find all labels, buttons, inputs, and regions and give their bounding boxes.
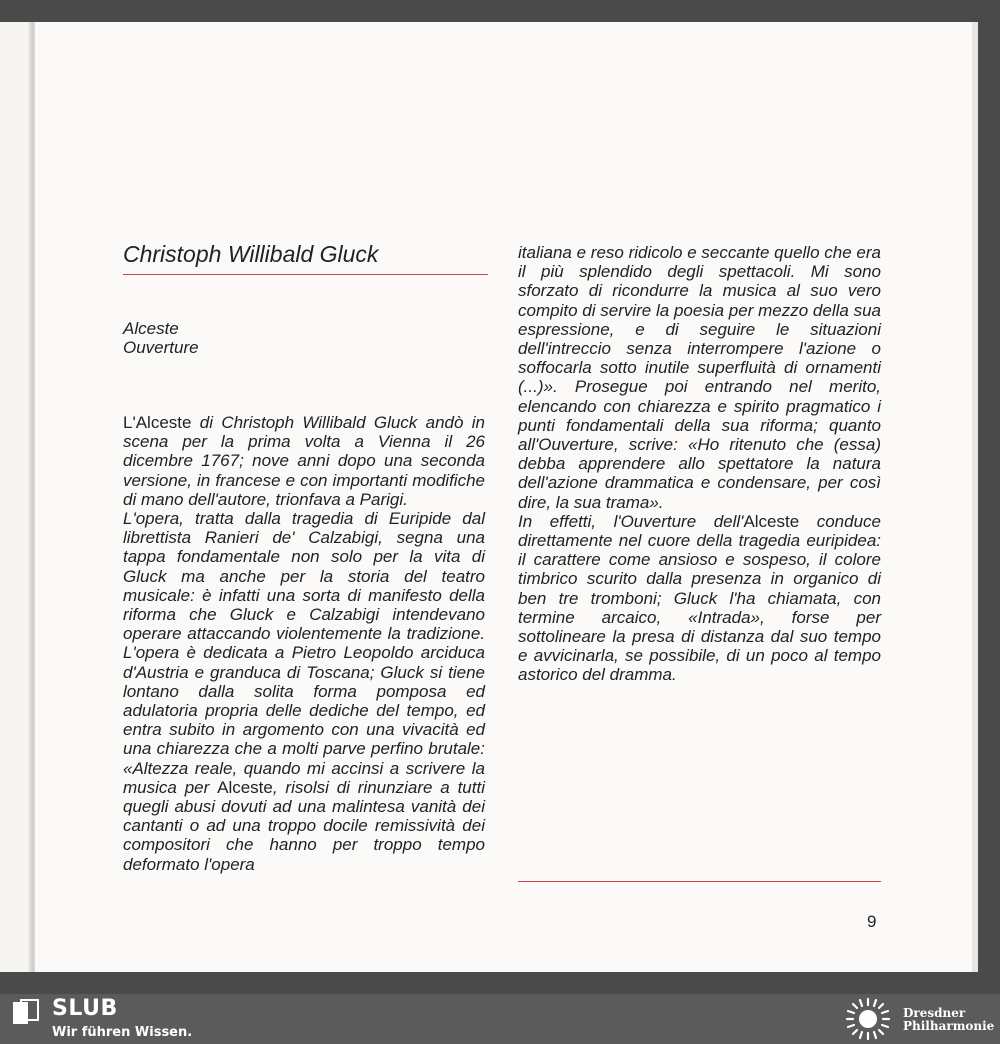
work-title-inline: Alceste — [743, 511, 800, 531]
philharmonie-sunburst-icon — [842, 996, 894, 1042]
partner-logo-text[interactable] — [903, 1007, 994, 1033]
subtitle-movement: Ouverture — [123, 338, 199, 357]
page-edge-right — [972, 22, 978, 972]
paragraph-text: , risolsi di rinunziare a tutti quegli abusi dovuti ad una malintesa vanità dei cantanti o ad una troppo docile remissività dei compositori che hanno per troppo tempo deformato l'opera — [123, 777, 485, 874]
book-icon — [12, 999, 40, 1025]
paragraph-text: di Christoph Willibald Gluck andò in scena per la prima volta a Vienna il 26 dicembre 1767; nove anni dopo una seconda versione, in francese e con importanti modifiche di mano dell'autore, trionfava a Parigi. — [123, 413, 485, 509]
viewer-footer — [0, 994, 1000, 1044]
work-title-inline: Alceste — [217, 777, 273, 797]
partner-name-line: Philharmonie — [903, 1019, 995, 1033]
paragraph-text: L'opera, tratta dalla tragedia di Euripide dal librettista Ranieri de' Calzabigi, segna una tappa fondamentale non solo per la vita di Gluck ma anche per la storia del teatro musicale: è infatti una sorta di manifesto della riforma che Gluck e Calzabigi intendevano operare attaccando violentemente la tradizione. L'opera è dedicata a Pietro Leopoldo arciduca d'Austria e granduca di Toscana; Gluck si tiene lontano dalla solita forma pomposa ed adulatoria propria delle dediche del tempo, ed entra subito in argomento con una vivacità ed una chiarezza che a molti parve perfino brutale: «Altezza reale, quando mi accinsi a scrivere la musica per — [123, 509, 485, 797]
slub-logo-text[interactable]: SLUB — [52, 996, 118, 1021]
subtitle-work: Alceste — [123, 319, 179, 338]
work-title-inline: L'Alceste — [123, 413, 200, 432]
slub-tagline: Wir führen Wissen. — [52, 1025, 193, 1040]
paragraph-text: conduce direttamente nel cuore della tragedia euripidea: il carattere come ansioso e sospeso, il colore timbrico scurito dalla presenza in organico di ben tre tromboni; Gluck l'ha chiamata, con termine arcaico, «Intrada», forse per sottolineare la presa di distanza dal suo tempo e avvicinarla, se possibile, di un poco al tempo astorico del dramma. — [518, 511, 882, 685]
text-column-left — [123, 413, 485, 874]
paragraph — [123, 413, 485, 509]
page-number: 9 — [867, 912, 877, 931]
text-column-right — [518, 243, 881, 685]
paragraph — [518, 512, 881, 685]
work-subtitle — [123, 319, 199, 357]
article-title: Christoph Willibald Gluck — [123, 241, 488, 275]
column-end-rule — [518, 881, 881, 882]
paragraph-text: In effetti, l'Ouverture dell' — [518, 511, 744, 531]
partner-name-line: Dresdner — [903, 1006, 966, 1020]
paragraph: italiana e reso ridicolo e seccante quello che era il più splendido degli spettacoli. Mi sono sforzato di ricondurre la musica al suo vero compito di servire la poesia per mezzo della sua espressione, e di seguire le situazioni dell'intreccio senza interrompere l'azione o soffocarla sotto inutile superfluità di ornamenti (...)». Prosegue poi entrando nel merito, elencando con chiarezza e spirito pragmatico i punti fondamentali della sua riforma; quanto all'Ouverture, scrive: «Ho ritenuto che (essa) debba apprendere allo spettatore la natura dell'azione drammatica e condensare, per così dire, la sua trama». — [518, 243, 881, 512]
paragraph — [123, 509, 485, 874]
